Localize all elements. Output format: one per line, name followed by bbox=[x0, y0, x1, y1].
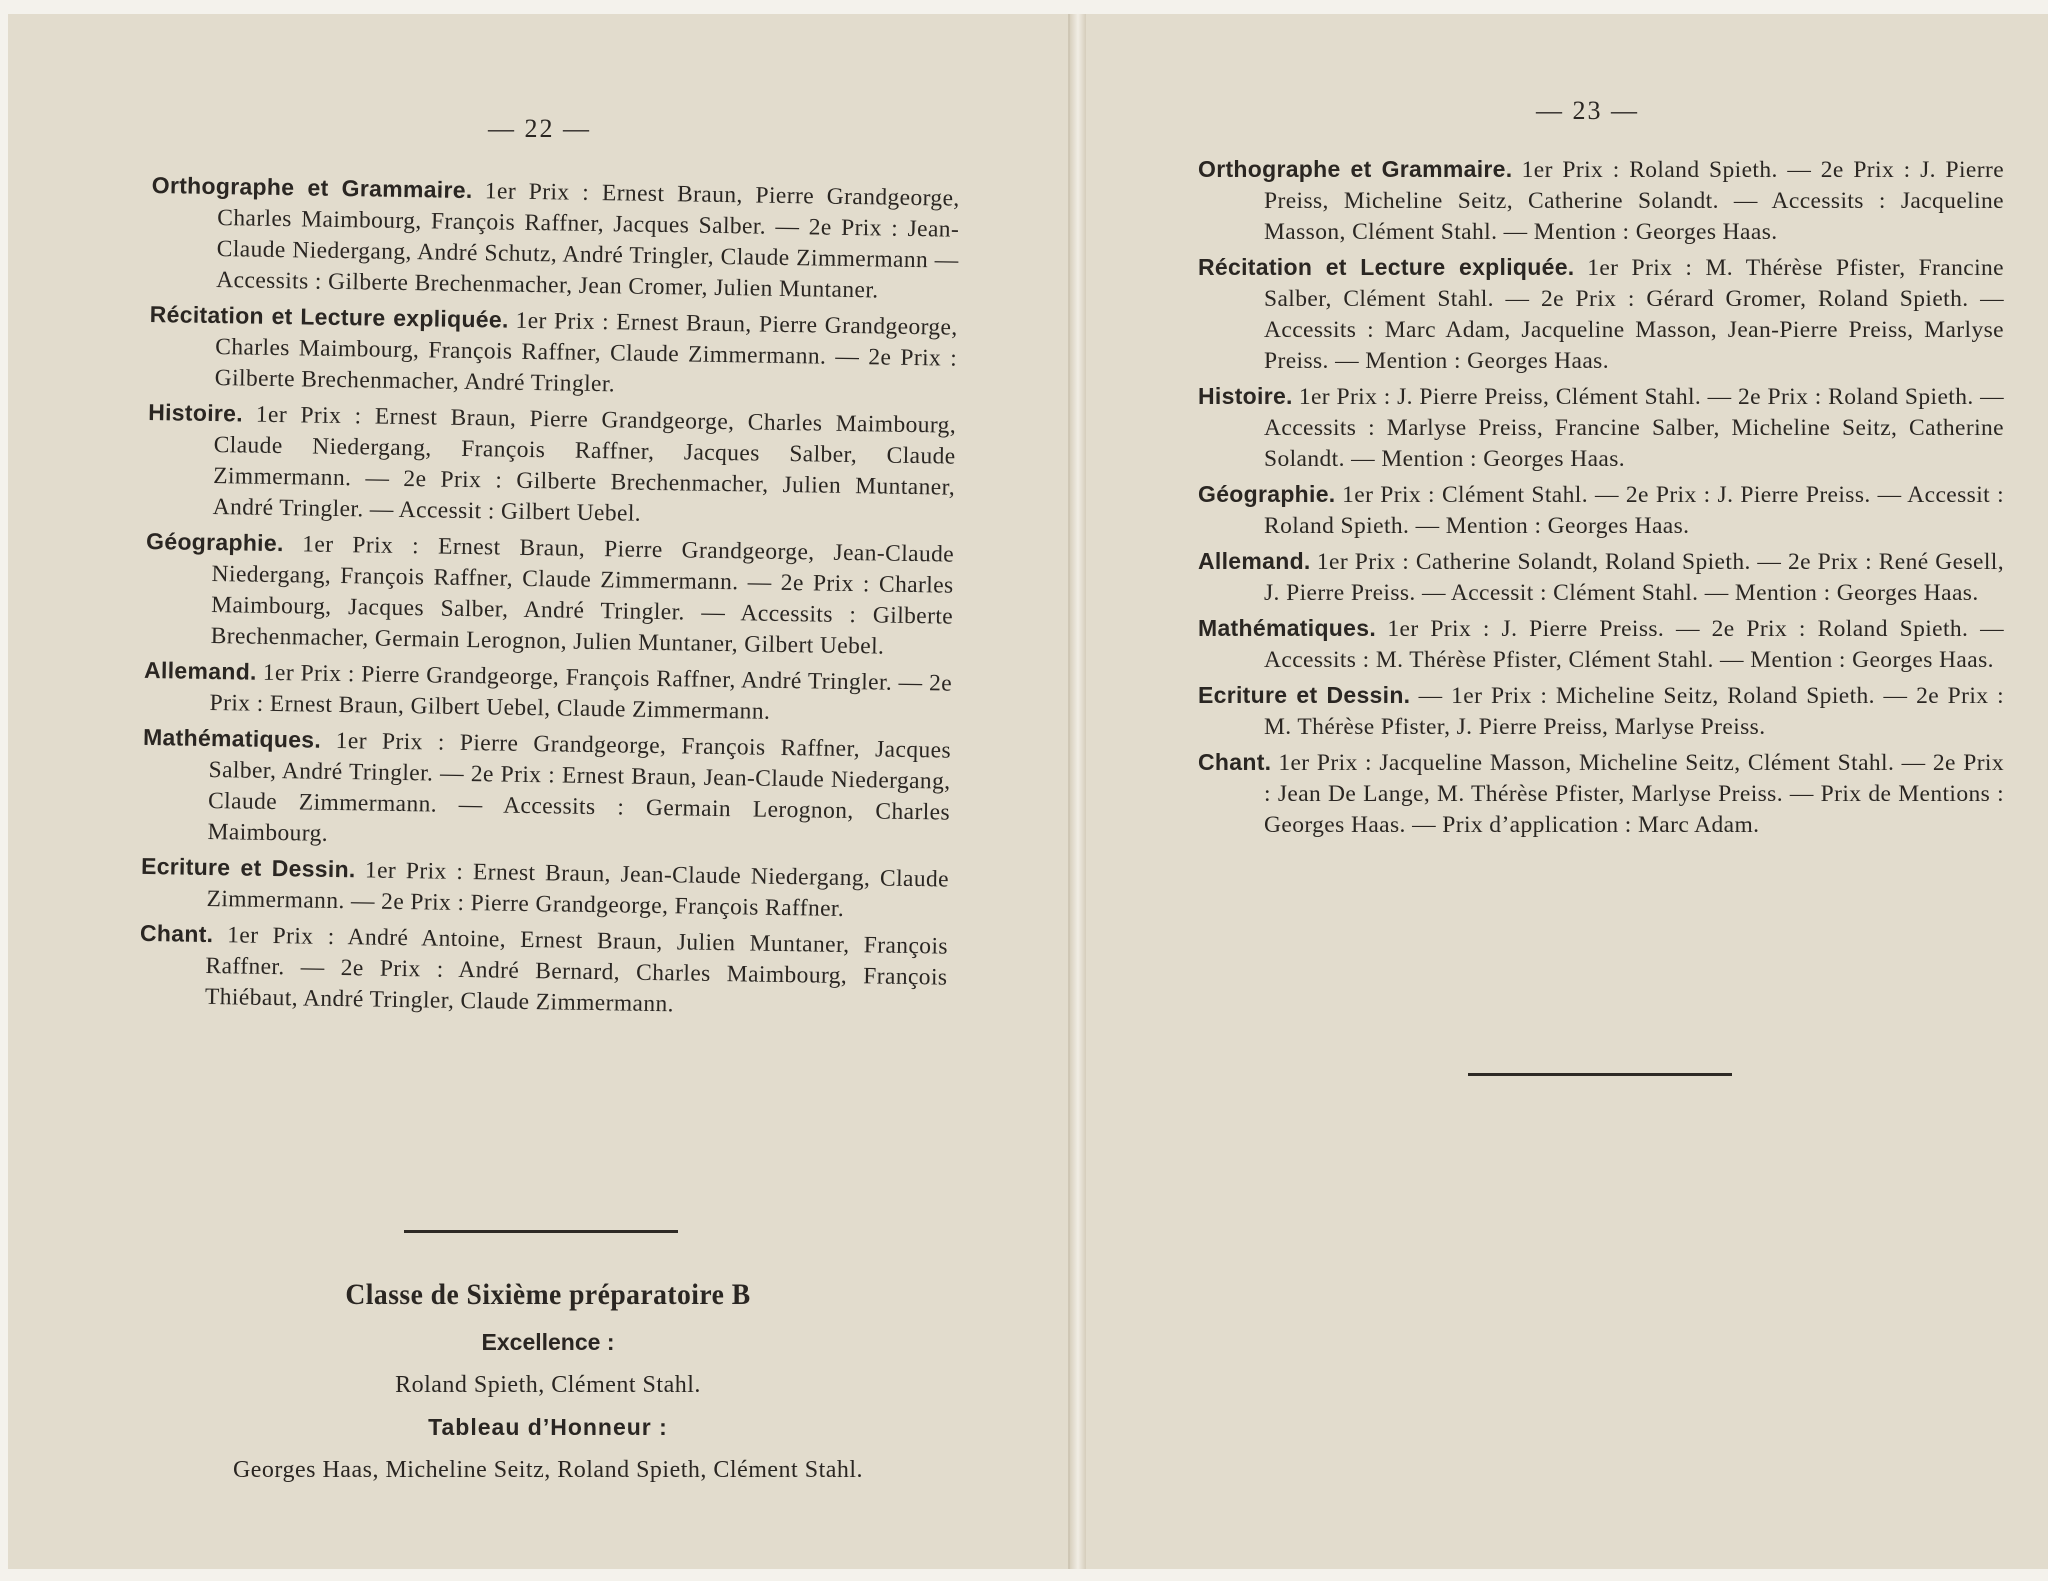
prize-text: 1er Prix : Ernest Braun, Pierre Grandgeorge, Charles Maimbourg, Claude Niedergang, François Raffner, Jacques Salber, Claude Zimmermann. — 2e Prix : Gilberte Brechenmacher, Julien Muntaner, André Tringler. — Accessit : Gilbert Uebel. bbox=[212, 401, 957, 527]
page-number: — 22 — bbox=[488, 114, 591, 143]
subject-heading: Géographie. bbox=[1198, 481, 1336, 507]
prize-text: 1er Prix : Ernest Braun, Pierre Grandgeorge, Jean-Claude Niedergang, François Raffner, Claude Zimmermann. — 2e Prix : Charles Maimbourg, Jacques Salber, André Tringler. — Accessits : Gilberte Brechenmacher, Germain Lerognon, Julien Muntaner, Gilbert Uebel. bbox=[210, 531, 955, 660]
subject-heading: Récitation et Lecture expliquée. bbox=[149, 300, 509, 333]
prize-entry bbox=[1198, 680, 2004, 743]
prize-text: 1er Prix : Jacqueline Masson, Micheline Seitz, Clément Stahl. — 2e Prix : Jean De Lange, M. Thérèse Pfister, Marlyse Preiss. — Prix de Mentions : Georges Haas. — Prix d’application : Marc Adam. bbox=[1264, 750, 2004, 838]
subject-heading: Mathématiques. bbox=[142, 723, 322, 753]
left-page bbox=[8, 14, 1070, 1569]
prize-entry bbox=[143, 655, 952, 731]
prize-entry bbox=[146, 397, 956, 535]
section-divider bbox=[404, 1230, 678, 1233]
subject-heading: Récitation et Lecture expliquée. bbox=[1198, 254, 1575, 280]
prize-entry bbox=[140, 851, 949, 927]
prize-text: 1er Prix : J. Pierre Preiss. — 2e Prix : Roland Spieth. — Accessits : M. Thérèse Pfister, Clément Stahl. — Mention : Georges Haas. bbox=[1264, 616, 2004, 673]
prize-text: 1er Prix : Clément Stahl. — 2e Prix : J. Pierre Preiss. — Accessit : Roland Spieth. — Mention : Georges Haas. bbox=[1264, 482, 2004, 539]
prize-entry bbox=[141, 722, 951, 860]
subject-heading: Géographie. bbox=[145, 527, 284, 557]
prize-text: 1er Prix : Ernest Braun, Pierre Grandgeorge, Charles Maimbourg, François Raffner, Jacques Salber. — 2e Prix : Jean-Claude Niedergang, André Schutz, André Tringler, Claude Zimmermann — Accessits : Gilberte Brechenmacher, Jean Cromer, Julien Muntaner. bbox=[216, 178, 960, 304]
subject-heading: Ecriture et Dessin. bbox=[140, 852, 356, 883]
subject-heading: Allemand. bbox=[1198, 548, 1311, 574]
prize-text: 1er Prix : Pierre Grandgeorge, François Raffner, Jacques Salber, André Tringler. — 2e Prix : Ernest Braun, Jean-Claude Niedergang, Claude Zimmermann. — Accessits : Germain Lerognon, Charles Maimbourg. bbox=[207, 727, 952, 847]
subject-heading: Mathématiques. bbox=[1198, 615, 1377, 641]
prize-text: 1er Prix : Pierre Grandgeorge, François Raffner, André Tringler. — 2e Prix : Ernest Braun, Gilbert Uebel, Claude Zimmermann. bbox=[209, 659, 953, 725]
subject-heading: Ecriture et Dessin. bbox=[1198, 682, 1411, 708]
prize-text: 1er Prix : M. Thérèse Pfister, Francine Salber, Clément Stahl. — 2e Prix : Gérard Gromer, Roland Spieth. — Accessits : Marc Adam, Jacqueline Masson, Jean-Pierre Preiss, Marlyse Preiss. — Mention : Georges Haas. bbox=[1264, 255, 2004, 374]
prize-text: 1er Prix : J. Pierre Preiss, Clément Stahl. — 2e Prix : Roland Spieth. — Accessits : Marlyse Preiss, Francine Salber, Micheline Seitz, Catherine Solandt. — Mention : Georges Haas. bbox=[1264, 384, 2004, 472]
prize-list bbox=[1198, 154, 2004, 845]
subject-heading: Orthographe et Grammaire. bbox=[1198, 156, 1513, 182]
prize-list bbox=[139, 170, 960, 1029]
book-spine bbox=[1070, 14, 1086, 1569]
prize-entry bbox=[1198, 252, 2004, 377]
excellence-names: Roland Spieth, Clément Stahl. bbox=[395, 1372, 701, 1398]
page-number: — 23 — bbox=[1536, 96, 1639, 125]
prize-entry bbox=[1198, 479, 2004, 542]
prize-entry bbox=[150, 170, 960, 308]
prize-text: 1er Prix : Ernest Braun, Jean-Claude Niedergang, Claude Zimmermann. — 2e Prix : Pierre Grandgeorge, François Raffner. bbox=[206, 857, 950, 922]
prize-entry bbox=[139, 918, 948, 1025]
prize-entry bbox=[1198, 613, 2004, 676]
class-title: Classe de Sixième préparatoire B bbox=[345, 1278, 751, 1311]
subject-heading: Orthographe et Grammaire. bbox=[151, 171, 473, 204]
prize-entry bbox=[1198, 546, 2004, 609]
prize-entry bbox=[1198, 747, 2004, 841]
prize-entry bbox=[148, 299, 957, 406]
prize-text: 1er Prix : Catherine Solandt, Roland Spieth. — 2e Prix : René Gesell, J. Pierre Preiss. — Accessit : Clément Stahl. — Mention : Georges Haas. bbox=[1264, 549, 2004, 606]
prize-text: 1er Prix : Roland Spieth. — 2e Prix : J. Pierre Preiss, Micheline Seitz, Catherine Solandt. — Accessits : Jacqueline Masson, Clément Stahl. — Mention : Georges Haas. bbox=[1264, 157, 2005, 245]
subject-heading: Histoire. bbox=[1198, 383, 1293, 409]
prize-entry bbox=[1198, 154, 2004, 248]
tableau-honneur-names: Georges Haas, Micheline Seitz, Roland Spieth, Clément Stahl. bbox=[232, 1457, 864, 1483]
section-divider bbox=[1468, 1073, 1732, 1076]
prize-text: 1er Prix : Ernest Braun, Pierre Grandgeorge, Charles Maimbourg, François Raffner, Claude Zimmermann. — 2e Prix : Gilberte Brechenmacher, André Tringler. bbox=[214, 307, 958, 398]
subject-heading: Chant. bbox=[139, 919, 214, 948]
prize-text: — 1er Prix : Micheline Seitz, Roland Spieth. — 2e Prix : M. Thérèse Pfister, J. Pierre Preiss, Marlyse Preiss. bbox=[1264, 683, 2005, 740]
subject-heading: Histoire. bbox=[147, 398, 244, 427]
prize-text: 1er Prix : André Antoine, Ernest Braun, Julien Muntaner, François Raffner. — 2e Prix : André Bernard, Charles Maimbourg, François Thiébaut, André Tringler, Claude Zimmermann. bbox=[204, 922, 949, 1018]
prize-entry bbox=[144, 526, 954, 664]
prize-entry bbox=[1198, 381, 2004, 475]
subject-heading: Allemand. bbox=[143, 656, 257, 685]
right-page bbox=[1086, 14, 2048, 1569]
tableau-honneur-label: Tableau d’Honneur : bbox=[428, 1414, 668, 1440]
subject-heading: Chant. bbox=[1198, 749, 1272, 775]
excellence-label: Excellence : bbox=[481, 1329, 615, 1355]
